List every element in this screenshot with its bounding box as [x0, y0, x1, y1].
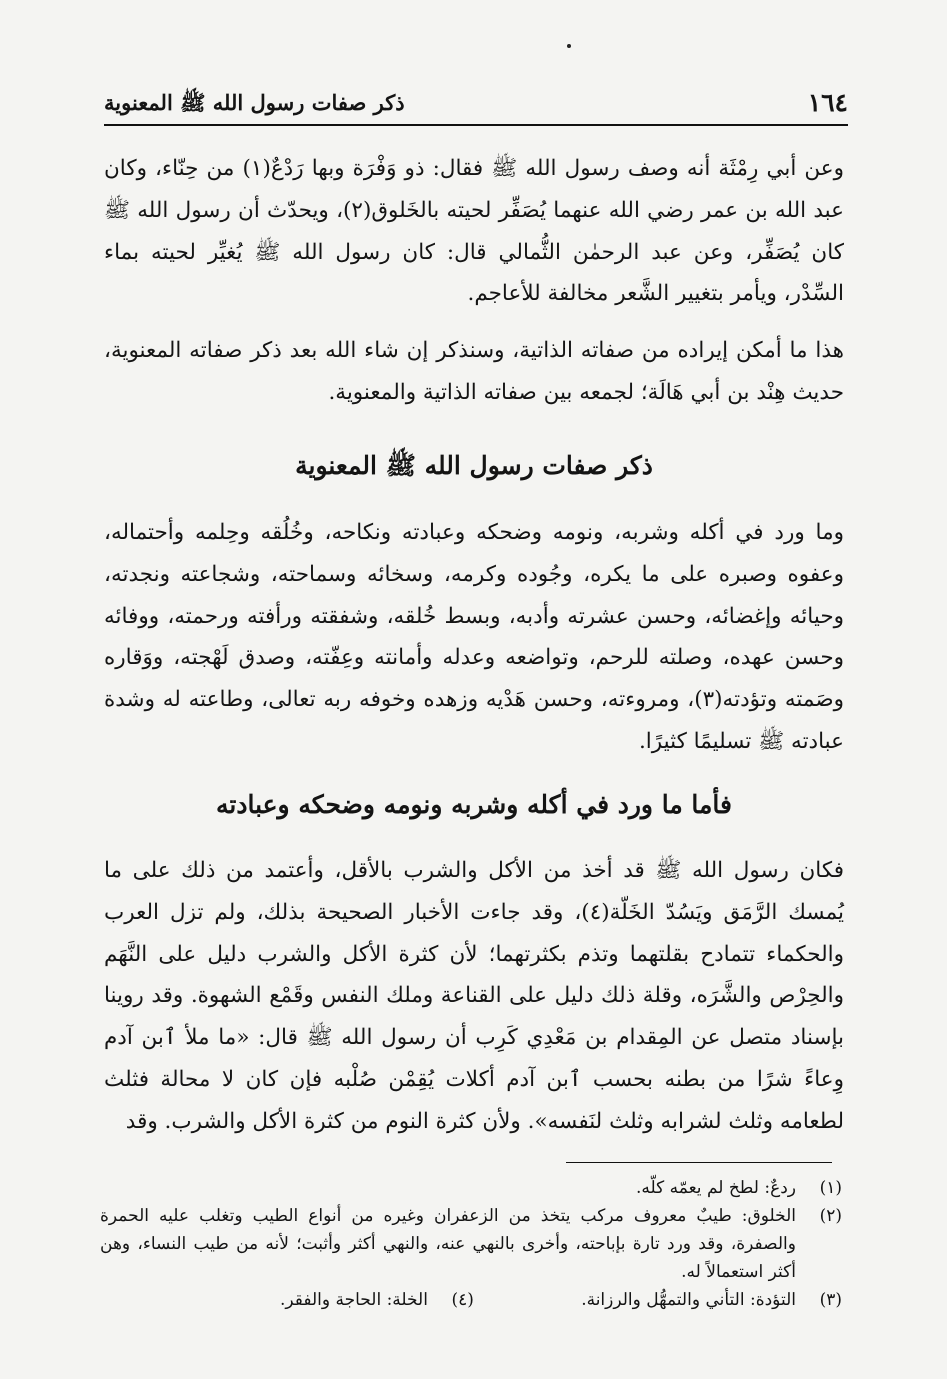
- footnote-4-number: (٤): [451, 1290, 474, 1310]
- section-heading-2: فأما ما ورد في أكله وشربه ونومه وضحكه وعبادته: [215, 790, 732, 819]
- footnote-2: [100, 1202, 842, 1286]
- footnote-4-text: الخلة: الحاجة والفقر.: [280, 1290, 428, 1310]
- footnotes: [100, 1174, 842, 1316]
- running-header: [104, 84, 848, 122]
- footnote-1-text: ردعٌ: لطخ لم يعمّه كلّه.: [636, 1178, 796, 1198]
- footnote-4: [280, 1286, 474, 1314]
- paragraph-3: وما ورد في أكله وشربه، ونومه وضحكه وعبادته ونكاحه، وخُلُقه وحِلمه وأحتماله، وعفوه وصبره على ما يكره، وجُوده وكرمه، وسخائه وسماحته، وشجاعته ونجدته، وحيائه وإغضائه، وحسن عشرته وأدبه، وبسط خُلقه، وشفقته ورأفته ورحمته، ووفائه وحسن عهده، وصلته للرحم، وتواضعه وعدله وأمانته وعِفّته، وصدق لَهْجته، ووَقاره وصَمته وتؤدته(٣)، ومروءته، وحسن هَدْيه وزهده وخوفه ربه تعالى، وطاعته له وشدة عبادته ﷺ تسليمًا كثيرًا.: [104, 520, 844, 754]
- footnote-3: [581, 1286, 842, 1314]
- paragraph-2: هذا ما أمكن إيراده من صفاته الذاتية، وسنذكر إن شاء الله بعد ذكر صفاته المعنوية، حديث هِنْد بن أبي هَالَة؛ لجمعه بين صفاته الذاتية والمعنوية.: [104, 338, 844, 405]
- header-rule: [104, 124, 848, 126]
- page-number: ١٦٤: [807, 88, 848, 117]
- page-speck: [567, 44, 571, 48]
- paragraph-1: وعن أبي رِمْثَة أنه وصف رسول الله ﷺ فقال: ذو وَفْرَة وبها رَدْعٌ(١) من حِنّاء، وكان عبد الله بن عمر رضي الله عنهما يُصَفِّر لحيته بالخَلوق(٢)، ويحدّث أن رسول الله ﷺ كان يُصَفِّر، وعن عبد الرحمٰن الثُّمالي قال: كان رسول الله ﷺ يُغيِّر لحيته بماء السِّدْر، ويأمر بتغيير الشَّعر مخالفة للأعاجم.: [104, 156, 844, 307]
- paragraph-4: فكان رسول الله ﷺ قد أخذ من الأكل والشرب بالأقل، وأعتمد من ذلك على ما يُمسك الرَّمَق ويَسُدّ الخَلّة(٤)، وقد جاءت الأخبار الصحيحة بذلك، ولم تزل العرب والحكماء تتمادح بقلتهما وتذم بكثرتهما؛ لأن كثرة الأكل والشرب دليل على النَّهَم والحِرْص والشَّرَه، وقلة ذلك دليل على القناعة وملك النفس وقَمْع الشهوة. وقد روينا بإسناد متصل عن المِقدام بن مَعْدِي كَرِب أن رسول الله ﷺ قال: «ما ملأ ٱبن آدم وِعاءً شرًا من بطنه بحسب ٱبن آدم أكلات يُقِمْن صُلْبه فإن كان لا محالة فثلث لطعامه وثلث لشرابه وثلث لنَفسه». ولأن كثرة النوم من كثرة الأكل والشرب. وقد: [104, 858, 844, 1134]
- footnote-3-number: (٣): [819, 1290, 842, 1310]
- footnote-rule: [566, 1162, 832, 1163]
- section-heading-1: ذكر صفات رسول الله ﷺ المعنوية: [295, 451, 653, 480]
- footnote-2-number: (٢): [819, 1206, 842, 1226]
- running-title: ذكر صفات رسول الله ﷺ المعنوية: [104, 90, 405, 115]
- footnote-1-number: (١): [819, 1178, 842, 1198]
- footnote-2-text: الخلوق: طيبٌ معروف مركب يتخذ من الزعفران وغيره من أنواع الطيب وتغلب عليه الحمرة والصفرة، وقد ورد تارة بإباحته، وأخرى بالنهي عنه، والنهي أكثر وأثبت؛ لأنه من طيب النساء، وهن أكثر استعمالاً له.: [100, 1206, 796, 1282]
- footnote-row-3-4: [100, 1286, 842, 1316]
- footnote-1: [100, 1174, 842, 1202]
- footnote-3-text: التؤدة: التأني والتمهُّل والرزانة.: [581, 1290, 796, 1310]
